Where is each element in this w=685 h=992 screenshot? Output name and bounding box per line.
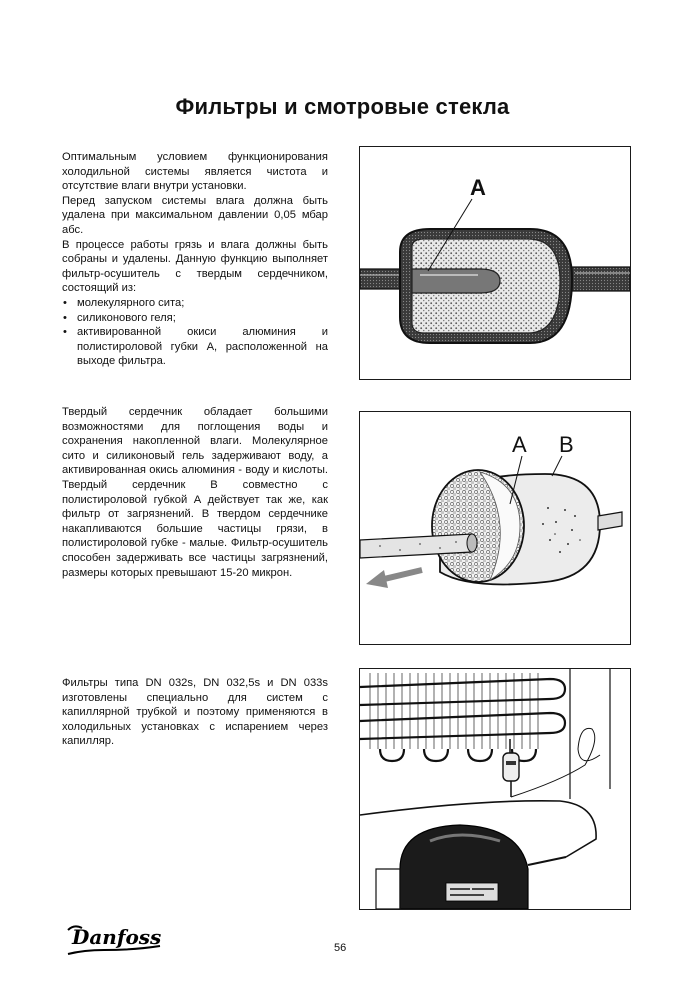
paragraph: Перед запуском системы влага должна быть удалена при максимальном давлении 0,05 мбар абс. [62, 194, 328, 236]
paragraph: Фильтры типа DN 032s, DN 032,5s и DN 033s изготовлены специально для систем с капиллярной трубкой и поэтому применяются в холодильных установках с испарением через капилляр. [62, 677, 328, 748]
figure-label-a: A [512, 432, 527, 457]
section-3-text [62, 676, 328, 749]
svg-text:Danfoss: Danfoss [72, 925, 162, 949]
list-item: • молекулярного сита; [62, 296, 328, 311]
refrigerator-installation-illustration [360, 669, 630, 909]
paragraph: Оптимальным условием функционирования холодильной системы является чистота и отсутствие влаги внутри установки. [62, 151, 328, 193]
figure-label-a: A [470, 175, 486, 200]
figure-label-b: B [559, 432, 574, 457]
list-item: • силиконового геля; [62, 311, 328, 326]
refrigerator-installation-figure [359, 668, 631, 910]
page-number: 56 [334, 942, 347, 954]
paragraph: Твердый сердечник обладает большими возможностями для поглощения воды и сохранения накопленной влаги. Молекулярное сито и силиконовый гель задерживают воду, а активированная окись алюминия - воду и кислоты. Твердый сердечник В совместно с полистироловой губкой А действует так же, как фильтр от загрязнений. В твердом сердечнике накапливаются большие частицы грязи, в полистироловой губке - малые. Фильтр-осушитель способен задерживать все частицы загрязнений, размеры которых превышают 15-20 микрон. [62, 406, 328, 579]
filter-cross-section-figure [359, 146, 631, 380]
filter-cross-section-illustration [360, 147, 630, 379]
list-item: • активированной окиси алюминия и полистироловой губки А, расположенной на выходе фильтра. [62, 325, 328, 369]
section-2-text [62, 405, 328, 580]
solid-core-filter-figure [359, 411, 631, 645]
section-1-text [62, 150, 328, 369]
paragraph: В процессе работы грязь и влага должны быть собраны и удалены. Данную функцию выполняет фильтр-осушитель с твердым сердечником, состоящий из: [62, 238, 328, 295]
page-title: Фильтры и смотровые стекла [175, 94, 510, 119]
solid-core-filter-illustration [360, 412, 630, 644]
danfoss-logo-icon [64, 920, 164, 958]
component-list [62, 296, 328, 369]
